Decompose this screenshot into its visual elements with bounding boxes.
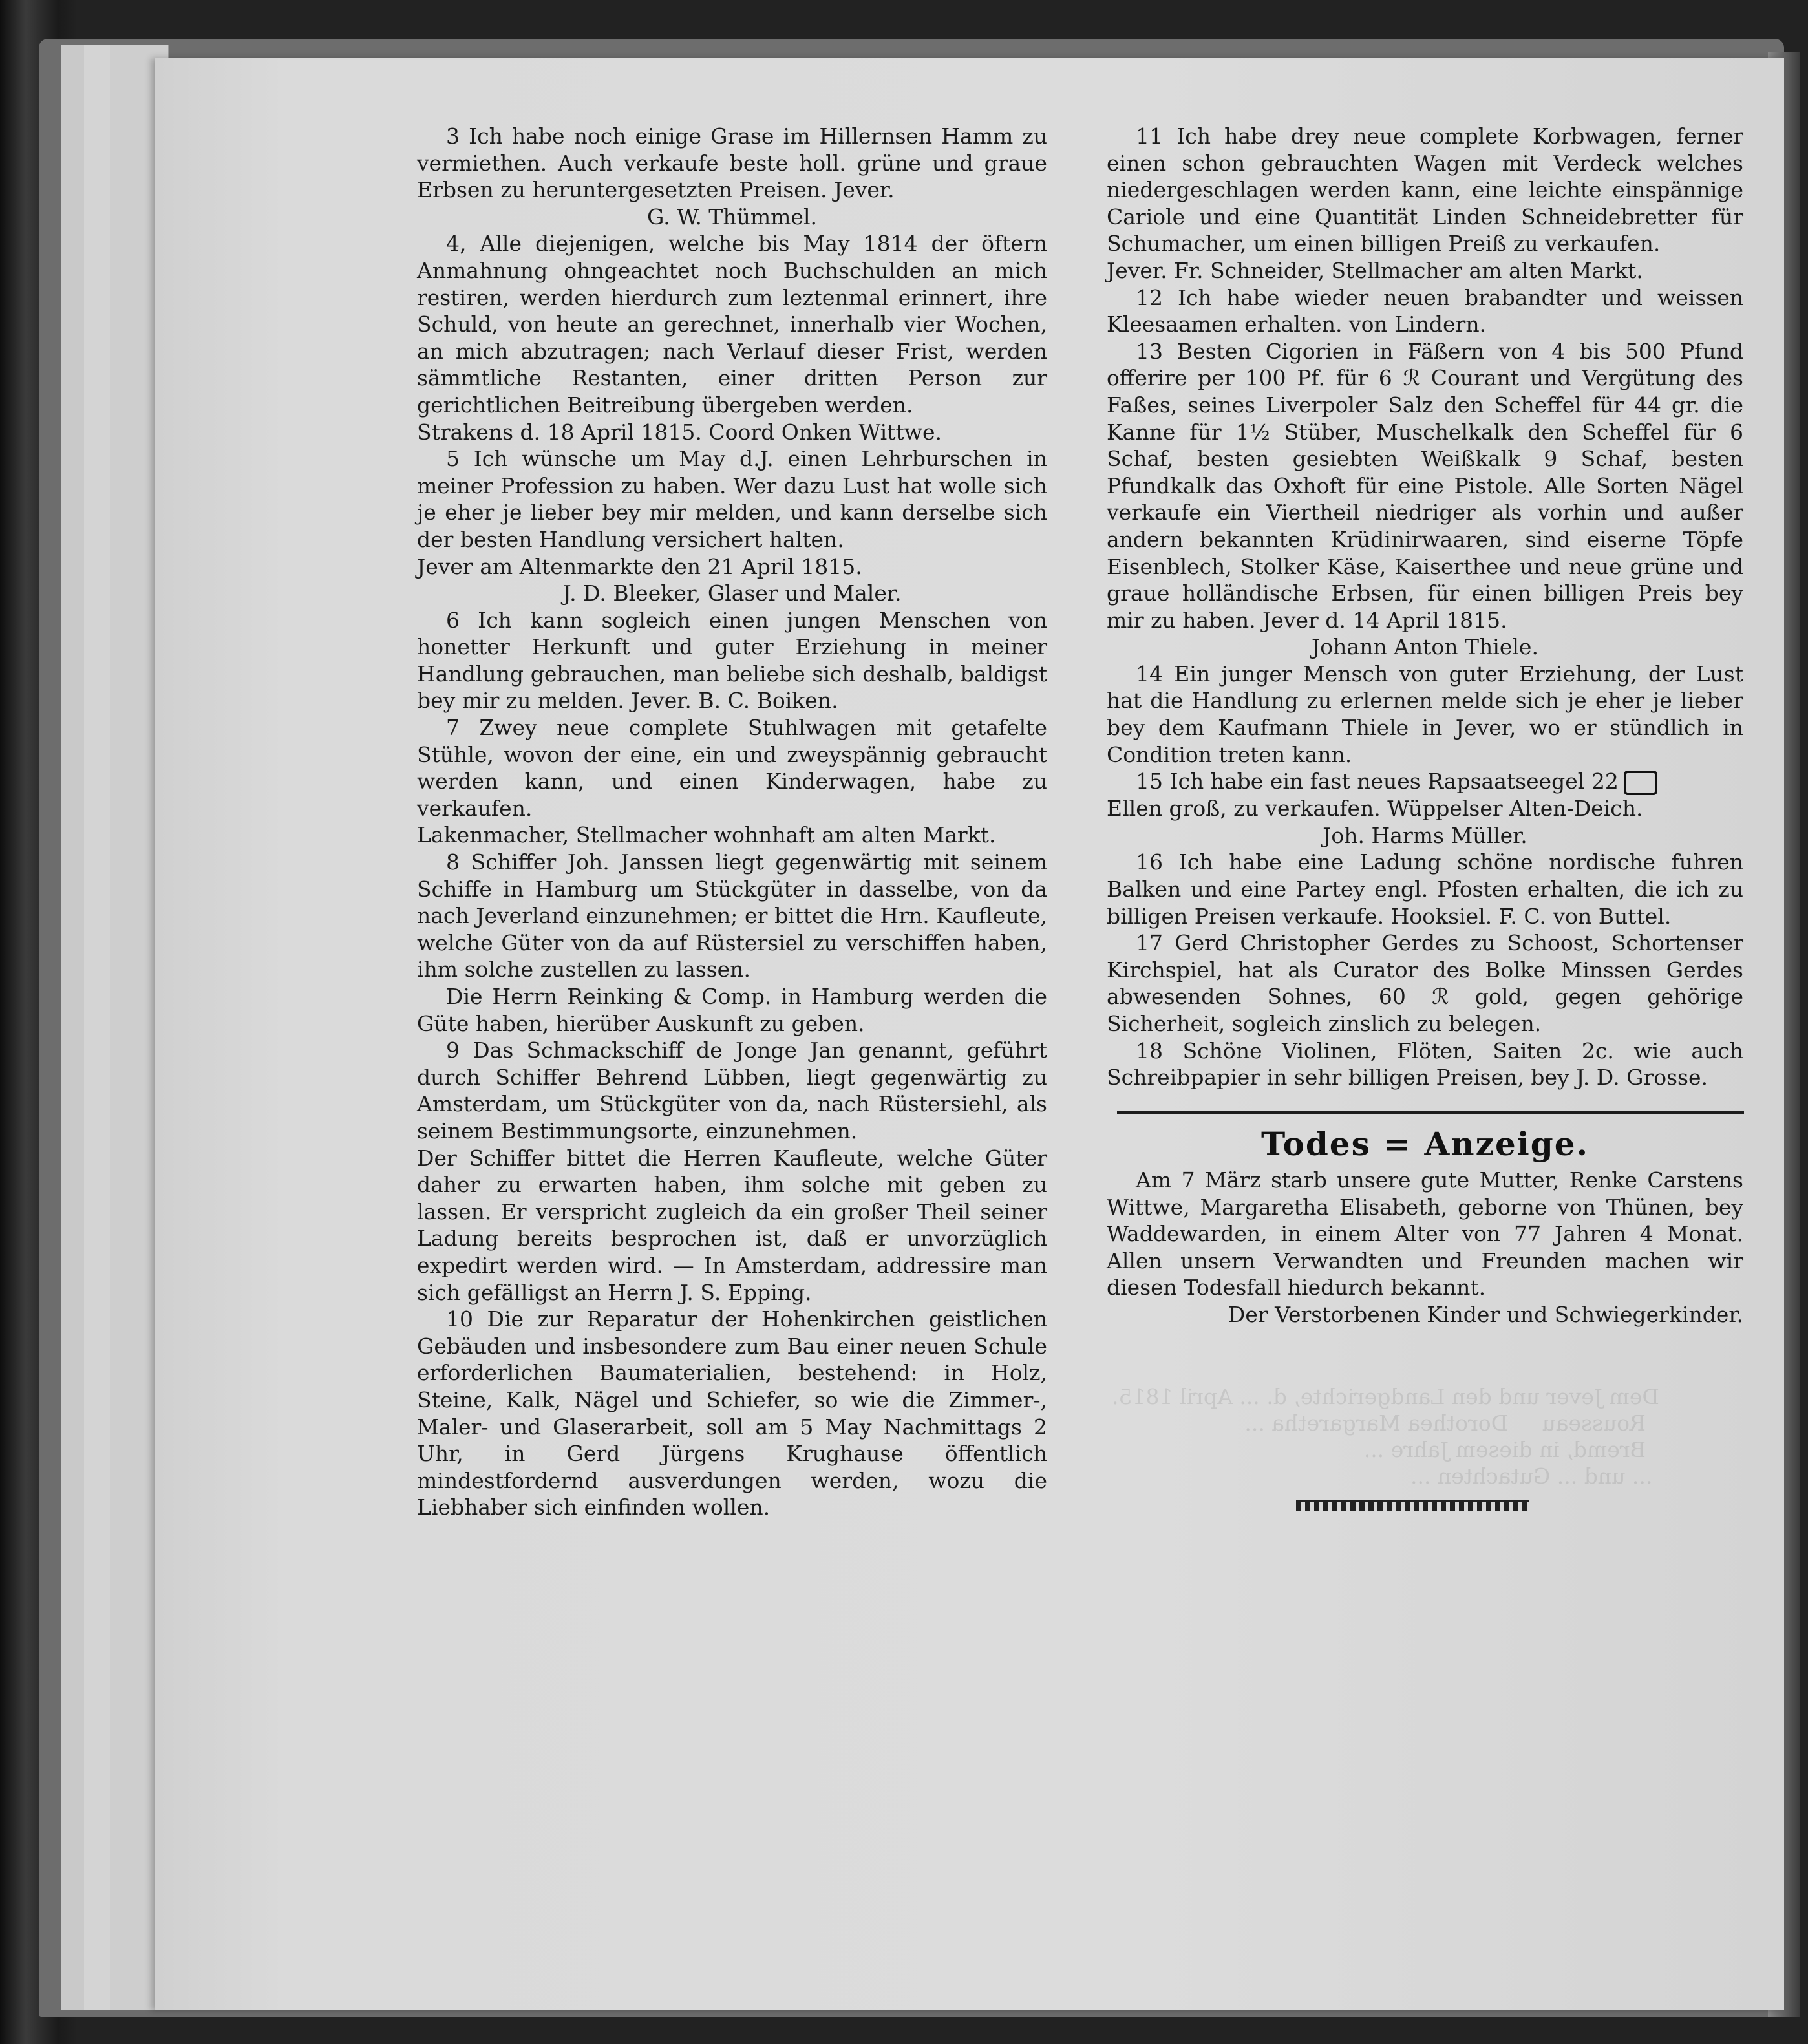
ad-text: 9 Das Schmackschiff de Jonge Jan genannt, geführt durch Schiffer Behrend Lübben, liegt gegenwärtig zu Amsterdam, um Stückgüter von da, nach Rüstersiehl, als seinem Bestimmungsorte, einzunehmen. xyxy=(417,1038,1047,1144)
ad-3 xyxy=(417,123,1047,230)
ad-text-continued: Der Schiffer bittet die Herren Kaufleute, welche Güter daher zu erwarten haben, ihm solche mit geben zu lassen. Er verspricht zugleich da ein großer Theil seiner Ladung bereits besprochen ist, daß er unvorzüglich expedirt werden wird. — In Amsterdam, addressire man sich gefälligst an Herrn J. S. Epping. xyxy=(417,1145,1047,1305)
ad-18 xyxy=(1107,1038,1743,1091)
ad-text: 3 Ich habe noch einige Grase im Hillernsen Hamm zu vermiethen. Auch verkaufe beste holl. grüne und graue Erbsen zu heruntergesetzten Preisen. Jever. xyxy=(417,123,1047,203)
ad-8 xyxy=(417,849,1047,1037)
ad-text: 16 Ich habe eine Ladung schöne nordische fuhren Balken und eine Partey engl. Pfosten erhalten, die ich zu billigen Preisen verkaufe. Hooksiel. F. C. von Buttel. xyxy=(1107,849,1743,929)
ad-signature: Jever. Fr. Schneider, Stellmacher am alten Markt. xyxy=(1107,257,1643,283)
left-column xyxy=(417,123,1047,1521)
ad-signature: J. D. Bleeker, Glaser und Maler. xyxy=(562,580,902,606)
ad-text: 11 Ich habe drey neue complete Korbwagen, ferner einen schon gebrauchten Wagen mit Verdeck welches niedergeschlagen werden kann, eine leichte einspännige Cariole und eine Quantität Linden Schneidebretter für Schumacher, um einen billigen Preiß zu verkaufen. xyxy=(1107,123,1743,257)
ad-text: 8 Schiffer Joh. Janssen liegt gegenwärtig mit seinem Schiffe in Hamburg um Stückgüter in dasselbe, von da nach Jeverland einzunehmen; er bittet die Hrn. Kaufleute, welche Güter von da auf Rüstersiel zu verschiffen haben, ihm solche zustellen zu lassen. xyxy=(417,849,1047,983)
ad-9 xyxy=(417,1037,1047,1306)
ad-13 xyxy=(1107,338,1743,661)
bleed-through-text: Dem Jever und den Landgerichte, d. ... April 1815. Rousseau Dorothea Margaretha ... Bremd, in diesem Jahre ... ... und ... Gutachten ... xyxy=(1112,1384,1659,1489)
ad-15 xyxy=(1107,768,1743,849)
ad-16 xyxy=(1107,849,1743,930)
death-notice-signature: Der Verstorbenen Kinder und Schwiegerkinder. xyxy=(1228,1301,1743,1327)
ad-text: 17 Gerd Christopher Gerdes zu Schoost, Schortenser Kirchspiel, hat als Curator des Bolke Minssen Gerdes abwesenden Sohnes, 60 ℛ gold, gegen gehörige Sicherheit, sogleich zinslich zu belegen. xyxy=(1107,930,1743,1036)
ad-text: 10 Die zur Reparatur der Hohenkirchen geistlichen Gebäuden und insbesondere zum Bau einer neuen Schule erforderlichen Baumaterialien, bestehend: in Holz, Steine, Kalk, Nägel und Schiefer, so wie die Zimmer-, Maler- und Glaserarbeit, soll am 5 May Nachmittags 2 Uhr, in Gerd Jürgens Krughause öffentlich mindestfordernd ausverdungen werden, wozu die Liebhaber sich einfinden wollen. xyxy=(417,1306,1047,1520)
ad-4 xyxy=(417,230,1047,445)
ad-text: 4, Alle diejenigen, welche bis May 1814 der öftern Anmahnung ohngeachtet noch Buchschulden an mich restiren, werden hierdurch zum leztenmal erinnert, ihre Schuld, von heute an gerechnet, innerhalb vier Wochen, an mich abzutragen; nach Verlauf dieser Frist, werden sämmtliche Restanten, einer dritten Person zur gerichtlichen Beitreibung übergeben werden. xyxy=(417,231,1047,418)
ad-14 xyxy=(1107,661,1743,768)
ad-6 xyxy=(417,607,1047,714)
ad-signature: Lakenmacher, Stellmacher wohnhaft am alten Markt. xyxy=(417,822,996,848)
ad-11 xyxy=(1107,123,1743,284)
death-notice-title: Todes = Anzeige. xyxy=(1261,1125,1589,1163)
ad-text: 12 Ich habe wieder neuen brabandter und weissen Kleesaamen erhalten. von Lindern. xyxy=(1107,284,1743,337)
bracket-mark-icon xyxy=(1624,771,1657,795)
ad-5 xyxy=(417,445,1047,607)
ad-signature: Joh. Harms Müller. xyxy=(1323,822,1527,848)
section-divider xyxy=(1117,1111,1744,1114)
ad-10 xyxy=(417,1306,1047,1521)
right-column xyxy=(1107,123,1743,1091)
ad-text: 7 Zwey neue complete Stuhlwagen mit getafelte Stühle, wovon der eine, ein und zweyspännig gebraucht werden kann, und einen Kinderwagen, habe zu verkaufen. xyxy=(417,715,1047,821)
ad-text: 5 Ich wünsche um May d.J. einen Lehrburschen in meiner Profession zu haben. Wer dazu Lust hat wolle sich je eher je lieber bey mir melden, und kann derselbe sich der besten Handlung versichert halten. xyxy=(417,446,1047,552)
ad-text-continued: Ellen groß, zu verkaufen. Wüppelser Alten-Deich. xyxy=(1107,796,1643,822)
ad-text xyxy=(1107,768,1743,795)
ad-7 xyxy=(417,714,1047,849)
ad-text: 6 Ich kann sogleich einen jungen Menschen von honetter Herkunft und guter Erziehung in meiner Handlung gebrauchen, man beliebe sich deshalb, baldigst bey mir zu melden. Jever. B. C. Boiken. xyxy=(417,607,1047,714)
ad-signature: Strakens d. 18 April 1815. Coord Onken Wittwe. xyxy=(417,419,942,445)
ad-signature: Johann Anton Thiele. xyxy=(1312,634,1538,660)
ad-text: 13 Besten Cigorien in Fäßern von 4 bis 500 Pfund offerire per 100 Pf. für 6 ℛ Courant und Vergütung des Faßes, seines Liverpoler Salz den Scheffel für 44 gr. die Kanne für 1½ Stüber, Muschelkalk den Scheffel für 6 Schaf, besten gesiebten Weißkalk 9 Schaf, besten Pfundkalk das Oxhoft für eine Pistole. Alle Sorten Nägel verkaufe ein Viertheil niedriger als vorhin und außer andern bekannten Krüdinirwaaren, sind eiserne Töpfe Eisenblech, Stolker Käse, Kaiserthee und neue grüne und graue holländische Erbsen, für einen billigen Preis bey mir zu haben. Jever d. 14 April 1815. xyxy=(1107,338,1743,633)
ad-text-continued: Die Herrn Reinking & Comp. in Hamburg werden die Güte haben, hierüber Auskunft zu geben. xyxy=(417,984,1047,1036)
ad-place-date: Jever am Altenmarkte den 21 April 1815. xyxy=(417,553,862,579)
ad-17 xyxy=(1107,930,1743,1037)
death-notice-text: Am 7 März starb unsere gute Mutter, Renke Carstens Wittwe, Margaretha Elisabeth, geborne von Thünen, bey Waddewarden, in einem Alter von 77 Jahren 4 Monat. Allen unsern Verwandten und Freunden machen wir diesen Todesfall hiedurch bekannt. xyxy=(1107,1167,1743,1301)
ad-text-line: 15 Ich habe ein fast neues Rapsaatseegel 22 xyxy=(1136,769,1619,794)
ornamental-divider xyxy=(1296,1500,1529,1511)
ad-12 xyxy=(1107,284,1743,338)
death-notice xyxy=(1107,1167,1743,1328)
ad-text: 18 Schöne Violinen, Flöten, Saiten 2c. wie auch Schreibpapier in sehr billigen Preisen, bey J. D. Grosse. xyxy=(1107,1038,1743,1091)
ad-signature: G. W. Thümmel. xyxy=(647,204,817,229)
ad-text: 14 Ein junger Mensch von guter Erziehung, der Lust hat die Handlung zu erlernen melde sich je eher je lieber bey dem Kaufmann Thiele in Jever, wo er stündlich in Condition treten kann. xyxy=(1107,661,1743,767)
